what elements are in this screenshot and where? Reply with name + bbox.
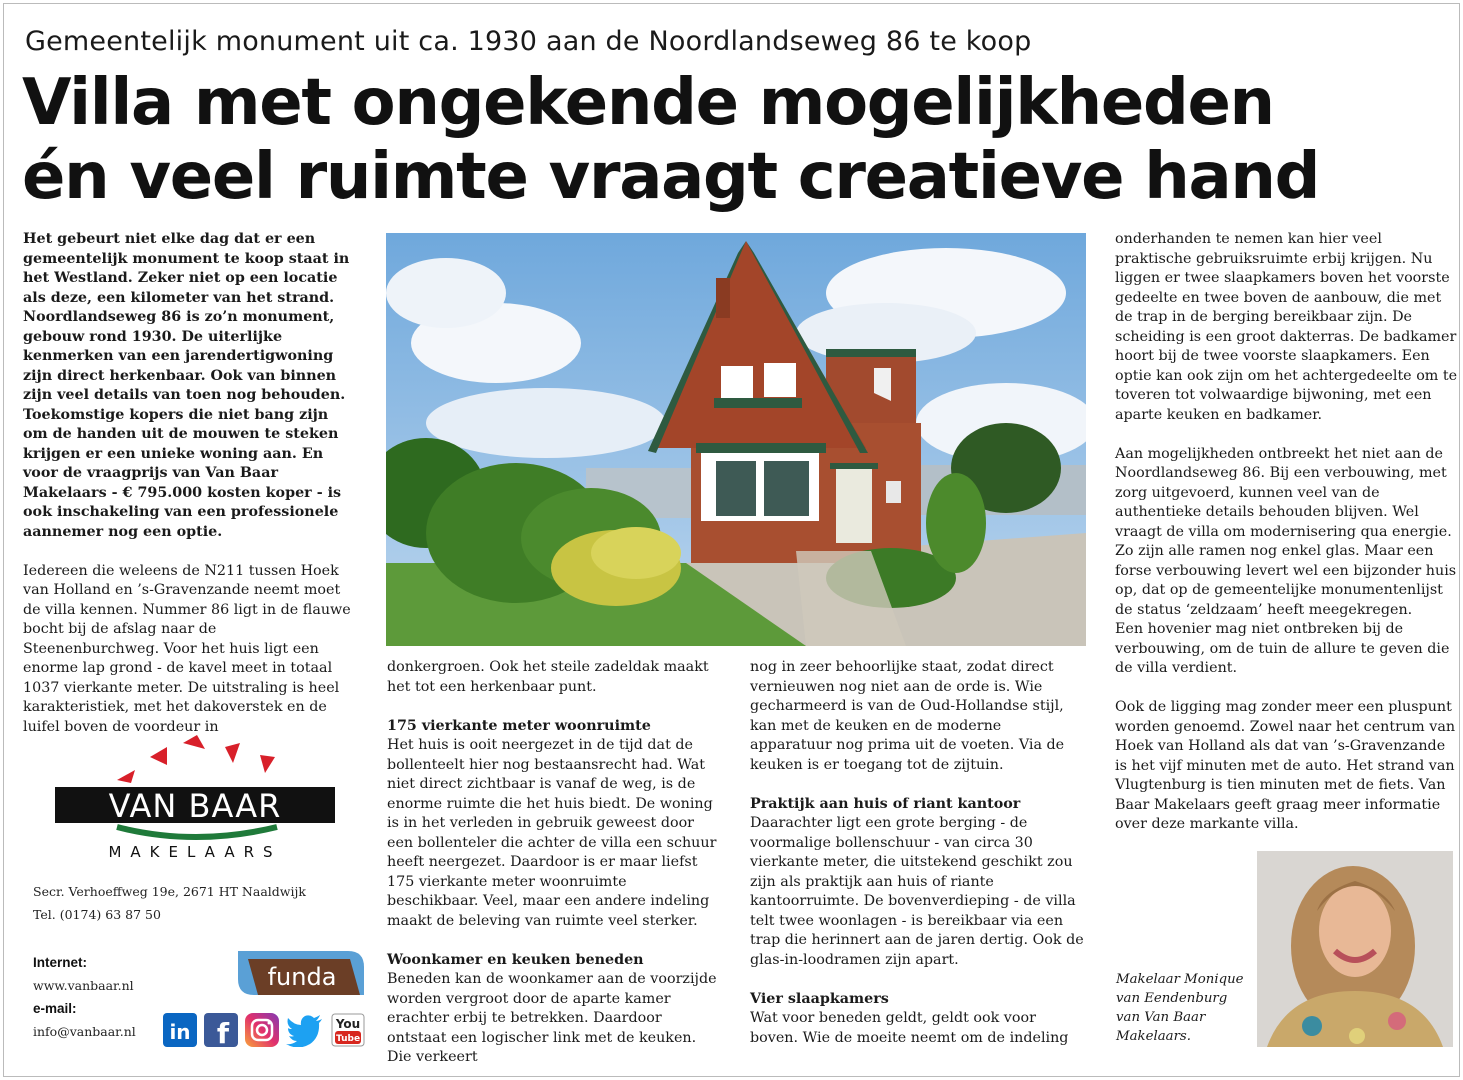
article-kicker: Gemeentelijk monument uit ca. 1930 aan de Noordlandseweg 86 te koop <box>25 26 1032 57</box>
article-column-3 <box>750 658 1085 1048</box>
article-paragraph: donkergroen. Ook het steile zadeldak maakt het tot een herkenbaar punt. <box>387 659 709 695</box>
logo-triangle <box>260 755 275 773</box>
article-paragraph: onderhanden te nemen kan hier veel praktische gebruiksruimte erbij krijgen. Nu liggen er twee slaapkamers boven het voorste gedeelte en twee boven de aanbouw, die met de trap in de berging bereikbaar zijn. De scheiding is een groot dakterras. De badkamer hoort bij de twee voorste slaapkamers. Een optie kan ook zijn om het achtergedeelte om te toveren tot volwaardige bijwoning, met een aparte keuken en badkamer. <box>1115 231 1458 423</box>
twitter-icon[interactable] <box>286 1013 324 1047</box>
article-paragraph: Aan mogelijkheden ontbreekt het niet aan de Noordlandseweg 86. Bij een verbouwing, met zorg uitgevoerd, kunnen veel van de authentieke details behouden blijven. Wel vraagt de villa om modernisering qua energie. Zo zijn alle ramen nog enkel glas. Maar een forse verbouwing levert wel een bijzonder huis op, dat op de gemeentelijke monumentenlijst de status ‘zeldzaam’ heeft meegekregen. <box>1115 445 1457 618</box>
article-paragraph: Beneden kan de woonkamer aan de voorzijde worden vergroot door de aparte kamer erachter erbij te betrekken. Daardoor ontstaat een logischer link met de keuken. Die verkeert <box>387 971 717 1065</box>
subheading: Woonkamer en keuken beneden <box>387 951 644 968</box>
portrait-caption: Makelaar Monique van Eendenburg van Van Baar Makelaars. <box>1116 972 1244 1044</box>
headline-line-1: Villa met ongekende mogelijkheden <box>22 66 1274 140</box>
email-label: e-mail: <box>33 1001 77 1016</box>
website-link[interactable]: www.vanbaar.nl <box>33 978 134 993</box>
article-paragraph: nog in zeer behoorlijke staat, zodat direct vernieuwen nog niet aan de orde is. Wie gecharmeerd is van de Oud-Hollandse stijl, kan met de keuken en de moderne apparatuur nog prima uit de voeten. Via de keuken is er toegang tot de zijtuin. <box>750 659 1065 773</box>
internet-label: Internet: <box>33 955 87 970</box>
article-paragraph: Wat voor beneden geldt, geldt ook voor boven. Wie de moeite neemt om de indeling <box>750 1010 1069 1046</box>
article-lead: Het gebeurt niet elke dag dat er een gemeentelijk monument te koop staat in het Westland. Zeker niet op een locatie als deze, een kilometer van het strand. Noordlandseweg 86 is zo’n monument, gebouw rond 1930. De uiterlijke kenmerken van een jarendertigwoning zijn direct herkenbaar. Ook van binnen zijn veel details van toen nog behouden. Toekomstige kopers die niet bang zijn om de handen uit de mouwen te steken krijgen er een unieke woning aan. En voor de vraagprijs van Van Baar Makelaars - € 795.000 kosten koper - is ook inschakeling van een professionele aannemer nog een optie. <box>23 231 350 540</box>
funda-logo[interactable] <box>238 951 364 995</box>
youtube-icon[interactable] <box>331 1013 365 1047</box>
article-paragraph: Iedereen die weleens de N211 tussen Hoek van Holland en ’s-Gravenzande neemt moet de villa kennen. Nummer 86 ligt in de flauwe bocht bij de afslag naar de Steenenburchweg. Voor het huis ligt een enorme lap grond - de kavel meet in totaal 1037 vierkante meter. De uitstraling is heel karakteristiek, met het dakoverstek en de luifel boven de voordeur in <box>23 562 351 735</box>
headline-line-2: én veel ruimte vraagt creatieve hand <box>22 140 1320 214</box>
article-column-2 <box>387 658 722 1068</box>
logo-name: VAN BAAR <box>108 787 282 825</box>
advertiser-address: Secr. Verhoeffweg 19e, 2671 HT Naaldwijk <box>33 884 306 899</box>
article-headline <box>22 66 1319 214</box>
logo-triangle <box>225 743 240 763</box>
article-column-1 <box>23 230 353 737</box>
logo-triangle <box>150 747 167 765</box>
subheading: Praktijk aan huis of riant kantoor <box>750 795 1021 812</box>
article-paragraph: Ook de ligging mag zonder meer een pluspunt worden genoemd. Zowel naar het centrum van Hoek van Holland als dat van ’s-Gravenzande is het vijf minuten met de auto. Het strand van Vlugtenburg is tien minuten met de fiets. Van Baar Makelaars geeft graag meer informatie over deze markante villa. <box>1115 699 1456 832</box>
svg-text:You: You <box>335 1017 361 1031</box>
facebook-icon[interactable] <box>204 1013 238 1047</box>
house-photo <box>386 233 1086 646</box>
instagram-icon[interactable] <box>245 1013 279 1047</box>
subheading: Vier slaapkamers <box>750 990 889 1007</box>
email-link[interactable]: info@vanbaar.nl <box>33 1024 136 1039</box>
svg-text:f: f <box>216 1017 230 1047</box>
subheading: 175 vierkante meter woonruimte <box>387 717 651 734</box>
article-paragraph: Een hovenier mag niet ontbreken bij de verbouwing, om de tuin de allure te geven die de villa verdient. <box>1115 621 1450 676</box>
linkedin-icon[interactable] <box>163 1013 197 1047</box>
logo-triangle <box>183 735 205 749</box>
van-baar-logo <box>55 735 340 865</box>
article-paragraph: Daarachter ligt een grote berging - de voormalige bollenschuur - van circa 30 vierkante meter, die uitstekend geschikt zou zijn als praktijk aan huis of riante kantoorruimte. De bovenverdieping - de villa telt twee woonlagen - is bereikbaar via een trap die herinnert aan de jaren dertig. Ook de glas-in-loodramen zijn apart. <box>750 815 1084 968</box>
advertiser-phone: Tel. (0174) 63 87 50 <box>33 907 161 922</box>
logo-triangle <box>117 770 135 783</box>
article-paragraph: Het huis is ooit neergezet in de tijd dat de bollenteelt hier nog bestaansrecht had. Wat niet direct zichtbaar is vanaf de weg, is de enorme ruimte die het huis biedt. De woning is in het verleden in gebruik geweest door een bollenteler die achter de villa een schuur heeft neergezet. Daardoor is er maar liefst 175 vierkante meter woonruimte beschikbaar. Veel, maar een andere indeling maakt de beleving van ruimte veel sterker. <box>387 737 717 929</box>
article-column-4 <box>1115 230 1460 835</box>
agent-portrait <box>1257 851 1453 1047</box>
svg-text:in: in <box>169 1020 191 1044</box>
svg-text:Tube: Tube <box>335 1034 361 1044</box>
logo-subtitle: MAKELAARS <box>108 843 282 861</box>
funda-label: funda <box>267 963 337 991</box>
